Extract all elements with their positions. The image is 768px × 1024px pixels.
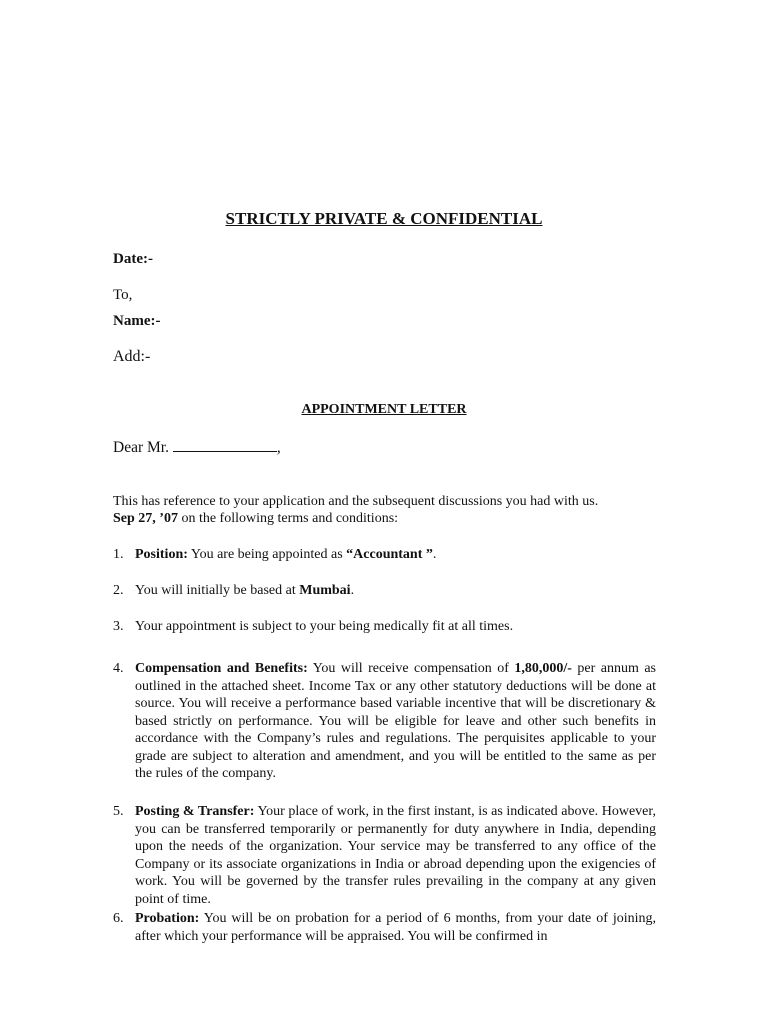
term-item-medical [113, 618, 656, 636]
item-number: 4. [113, 661, 124, 676]
item-text: You will be on probation for a period of 6 months, from your date of joining, after which your performance will be appraised. You will be confirmed in [135, 911, 656, 944]
address-label: Add:- [113, 348, 151, 365]
name-label: Name:- [113, 313, 161, 329]
item-tail: . [432, 547, 437, 562]
salutation-suffix: , [276, 439, 281, 456]
intro-line2: on the following terms and conditions: [177, 511, 399, 526]
intro-date: Sep 27, ’07 [113, 511, 178, 526]
item-highlight: 1,80,000/- [514, 661, 572, 676]
term-item-posting [113, 803, 656, 908]
item-tail: per annum as outlined in the attached sheet. Income Tax or any other statutory deductions will be done at source. You will receive a performance based variable incentive that will be discretionary & based strictly on performance. You will be eligible for leave and other such benefits in accordance with the Company’s rules and regulations. The perquisites applicable to your grade are subject to alteration and amendment, and you will be entitled to the same as per the rules of the company. [135, 661, 657, 781]
item-heading: Compensation and Benefits: [135, 661, 308, 676]
intro-line1: This has reference to your application and the subsequent discussions you had with us. [113, 494, 599, 509]
item-body [135, 618, 656, 636]
item-body [135, 546, 656, 564]
term-item-location [113, 582, 656, 600]
confidential-heading: STRICTLY PRIVATE & CONFIDENTIAL [225, 209, 543, 228]
item-body [135, 582, 656, 600]
salutation [113, 438, 281, 457]
name-blank-line [173, 438, 277, 452]
item-text: Your place of work, in the first instant, is as indicated above. However, you can be transferred temporarily or permanently for duty anywhere in India, depending upon the needs of the organization. Your service may be transferred to any office of the Company or its associate organizations in India or abroad depending upon the exigencies of work. You will be governed by the transfer rules prevailing in the company at any given point of time. [135, 804, 656, 907]
item-number: 1. [113, 547, 124, 562]
item-heading: Posting & Transfer: [135, 804, 255, 819]
item-text: You are being appointed as [187, 547, 347, 562]
item-text: You will initially be based at [135, 583, 300, 598]
term-item-position [113, 546, 656, 564]
letter-title: APPOINTMENT LETTER [301, 402, 467, 417]
term-item-probation [113, 910, 656, 945]
item-tail: . [350, 583, 355, 598]
salutation-prefix: Dear Mr. [113, 439, 173, 456]
item-text: You will receive compensation of [307, 661, 515, 676]
item-body [135, 803, 656, 908]
item-text: Your appointment is subject to your being medically fit at all times. [135, 619, 514, 634]
item-number: 2. [113, 583, 124, 598]
item-highlight: “Accountant ” [346, 547, 433, 562]
item-heading: Probation: [135, 911, 200, 926]
to-label: To, [113, 287, 133, 303]
item-highlight: Mumbai [299, 583, 351, 598]
date-label: Date:- [113, 251, 153, 267]
item-number: 3. [113, 619, 124, 634]
term-item-compensation [113, 660, 656, 783]
item-number: 6. [113, 911, 124, 926]
intro-paragraph [113, 493, 658, 527]
item-body [135, 910, 656, 945]
item-body [135, 660, 656, 783]
item-number: 5. [113, 804, 124, 819]
item-heading: Position: [135, 547, 188, 562]
